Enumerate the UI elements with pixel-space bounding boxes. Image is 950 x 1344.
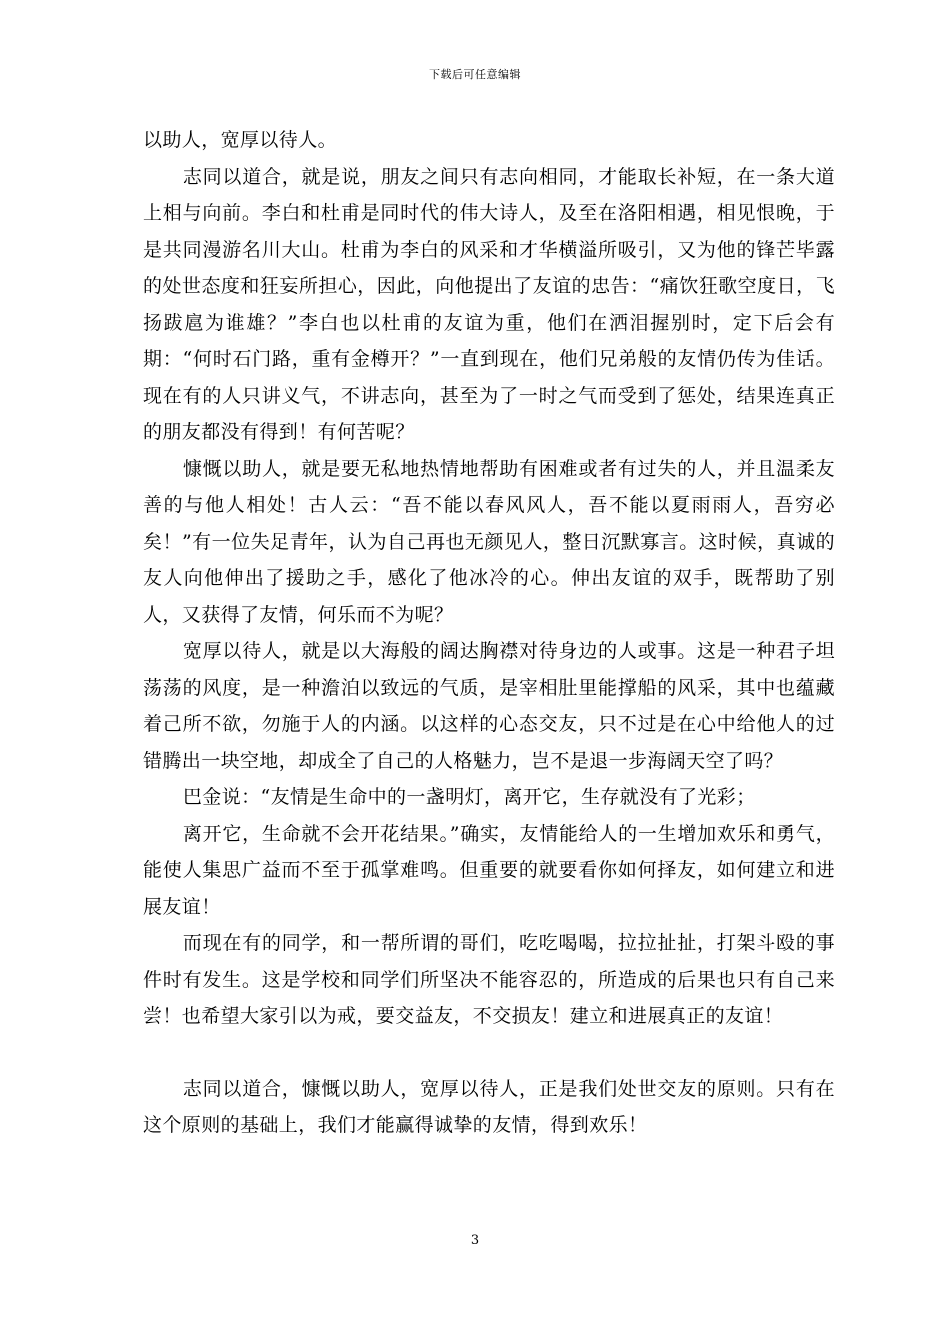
paragraph-bad-friends: 而现在有的同学，和一帮所谓的哥们，吃吃喝喝，拉拉扯扯，打架斗殴的事件时有发生。这是学校和同学们所坚决不能容忍的，所造成的后果也只有自己来尝！也希望大家引以为戒，要交益友，不交损友！建立和进展真正的友谊！ — [143, 932, 835, 1027]
paragraph-generosity: 慷慨以助人，就是要无私地热情地帮助有困难或者有过失的人，并且温柔友善的与他人相处！古人云：“吾不能以春风风人，吾不能以夏雨雨人，吾穷必矣！”有一位失足青年，认为自己再也无颜见人，整日沉默寡言。这时候，真诚的友人向他伸出了援助之手，感化了他冰冷的心。伸出友谊的双手，既帮助了别人，又获得了友情，何乐而不为呢？ — [143, 457, 835, 626]
document-body — [143, 122, 835, 1144]
page-number: 3 — [470, 1233, 480, 1248]
paragraph-tolerance: 宽厚以待人，就是以大海般的阔达胸襟对待身边的人或事。这是一种君子坦荡荡的风度，是一种澹泊以致远的气质，是宰相肚里能撑船的风采，其中也蕴藏着己所不欲，勿施于人的内涵。以这样的心态交友，只不过是在心中给他人的过错腾出一块空地，却成全了自己的人格魅力，岂不是退一步海阔天空了吗？ — [143, 640, 835, 772]
paragraph-ba-jin-quote: 巴金说：“友情是生命中的一盏明灯，离开它，生存就没有了光彩； — [182, 786, 756, 808]
paragraph-conclusion: 志同以道合，慷慨以助人，宽厚以待人，正是我们处世交友的原则。只有在这个原则的基础上，我们才能赢得诚挚的友情，得到欢乐！ — [143, 1077, 835, 1136]
paragraph-like-minded: 志同以道合，就是说，朋友之间只有志向相同，才能取长补短，在一条大道上相与向前。李白和杜甫是同时代的伟大诗人，及至在洛阳相遇，相见恨晚，于是共同漫游名川大山。杜甫为李白的风采和才华横溢所吸引，又为他的锋芒毕露的处世态度和狂妄所担心，因此，向他提出了友谊的忠告：“痛饮狂歌空度日，飞扬跋扈为谁雄？”李白也以杜甫的友谊为重，他们在洒泪握别时，定下后会有期：“何时石门路，重有金樽开？”一直到现在，他们兄弟般的友情仍传为佳话。现在有的人只讲义气，不讲志向，甚至为了一时之气而受到了惩处，结果连真正的朋友都没有得到！有何苦呢？ — [143, 165, 835, 443]
paragraph-ba-jin-quote-continued: 离开它，生命就不会开花结果。”确实，友情能给人的一生增加欢乐和勇气，能使人集思广益而不至于孤掌难鸣。但重要的就要看你如何择友，如何建立和进展友谊！ — [143, 822, 835, 918]
paragraph-continuation: 以助人，宽厚以待人。 — [143, 129, 338, 151]
page-header: 下载后可任意编辑 — [429, 68, 521, 81]
